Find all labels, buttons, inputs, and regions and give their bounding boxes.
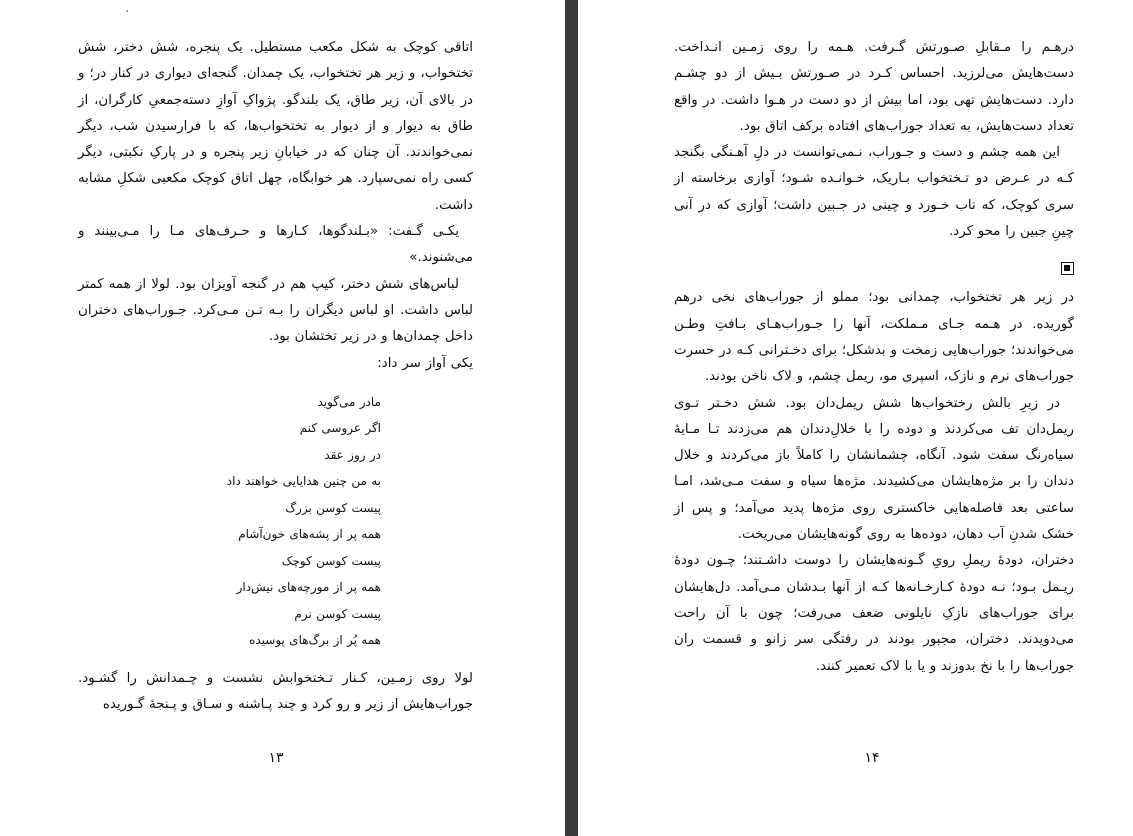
paragraph: لباس‌های شش دختر، کیپ هم در گنجه آویزان بود. لولا از همه کمتر لباس داشت. او لباس دیگران را بـه تـن مـی‌کرد. جـوراب‌های دختران داخل چمدان‌ها و در زیر تختشان بود.	[78, 276, 473, 345]
paragraph: یکی آواز سر داد:	[377, 355, 473, 371]
page-number: ۱۴	[864, 750, 880, 766]
poem-verse: مادر می‌گوید	[317, 394, 381, 409]
paragraph: درهـم را مـقابلِ صـورتش گـرفت. هـمه را روی زمـین انـداخت. دست‌هایش می‌لرزید. احساس کـرد در صـورتش بـیش از دو چشـم دارد. دست‌هایش تهی بود، اما بیش از دو دست در هـوا داشت. در واقع تعداد دست‌هایش، به تعداد جوراب‌های افتاده برکف اتاق بود.	[674, 40, 1074, 134]
poem-verse: همه پر از مورچه‌های نیش‌دار	[236, 580, 381, 595]
book-spine	[565, 0, 578, 836]
paragraph: یکـی گـفت: «بـلندگوها، کـارها و حـرف‌های مـا را مـی‌بینند و می‌شنوند.»	[78, 224, 473, 266]
poem-verse: پیست کوسن بزرگ	[285, 500, 381, 515]
poem-verse: پیست کوسن کوچک	[281, 553, 381, 568]
poem-verse: همه پر از پشه‌های خون‌آشام	[238, 527, 381, 542]
poem-verse: همه پُر از برگ‌های پوسیده	[249, 633, 381, 648]
paragraph: اتاقی کوچک به شکل مکعب مستطیل. یک پنجره، شش دختر، شش تختخواب، و زیر هر تختخواب، یک چمدان. گنجه‌ای دیواری در کنار در؛ و در بالای آن، زیر طاق، یک بلندگو. پژواکِ آوازِ دسته‌جمعیِ کارگران، از طاق به دیوار و از دیوار به تختخواب‌ها، که با فرارسیدن شب، دیگر نمی‌خواندند. آن چنان که در خیابانِ زیر پنجره و در پارکِ نکبتی، دیگر کسی راه نمی‌سپارد. هر خوابگاه، چهل اتاق کوچک مکعبی شکلِ مشابه داشت.	[78, 40, 473, 213]
left-page-text	[78, 35, 473, 718]
right-page-text	[674, 35, 1074, 680]
poem-verse: اگر عروسی کنم	[299, 421, 381, 436]
poem-verse: پیست کوسن نرم	[294, 606, 381, 621]
paragraph: لولا روی زمـین، کـنار تـختخوابش نشست و چـمدانش را گشـود. جوراب‌هایش از زیر و رو کرد و چند پـاشنه و سـاق و پـنجهٔ گـوریده	[78, 670, 473, 713]
paragraph: این همه چشم و دست و جـوراب، نـمی‌توانست در دلِ آهـنگی بگنجد کـه در عـرض دو تـختخواب بـاریک، خـوانـده شـود؛ آوازی برخاسته از سری کوچک، که تاب خـورد و چینی در جـبین داشت؛ آوازی که در آنی چینِ جبین را محو کرد.	[674, 145, 1074, 240]
poem	[78, 389, 381, 654]
page-number: ۱۳	[268, 750, 284, 766]
poem-verse: به من چنین هدایایی خواهند داد	[226, 474, 381, 489]
paragraph: دختران، دودهٔ ریملِ رویِ گـونه‌هایشان را دوست داشـتند؛ چـون دودهٔ ریـمل بـود؛ نـه دودهٔ کـارخـانه‌ها کـه از آنها بـدشان مـی‌آمد. دل‌هایشان برای جوراب‌های نازکِ نایلونی ضعف می‌رفت؛ چون با آن راحت می‌دویدند. دختران، مجبور بودند در رفتگی سر زانو و قسمت ران جوراب‌ها را با نخ بدوزند و یا با لاک تعمیر کنند.	[674, 553, 1074, 674]
poem-verse: در روز عقد	[324, 447, 381, 462]
scan-speck	[126, 10, 128, 12]
paragraph: در زیرِ بالش رختخواب‌ها شش ریمل‌دان بود. شش دخـتر تـوی ریمل‌دان تف می‌کردند و دوده را با خلالِ‌دندان هم می‌زدند تـا مـایهٔ سیاه‌رنگ سفت شود. آنگاه، چشمانشان را کاملاً باز می‌کردند و خلال دندان را بر مژه‌هایشان می‌کشیدند. مژه‌ها سیاه و سفت مـی‌شد، امـا ساعتی بعد فاصله‌هایی خاکستری روی مژه‌ها پدید می‌آمد؛ و پس از خشک شدنِ آب دهان، دوده‌ها به روی گونه‌هایشان می‌ریخت.	[674, 395, 1074, 543]
square-ornament-icon	[1061, 262, 1074, 275]
paragraph: در زیر هر تختخواب، چمدانی بود؛ مملو از جوراب‌های نخی درهم گوریده. در هـمه جـای مـملکت، آنها را جـوراب‌هـای بـافتِ وطـن می‌خواندند؛ جوراب‌هایی زمخت و بدشکل؛ برای دخـترانی کـه در حسرت جوراب‌های نرم و نازک، اسپری مو، ریمل چشم، و لاک ناخن بودند.	[674, 290, 1074, 385]
